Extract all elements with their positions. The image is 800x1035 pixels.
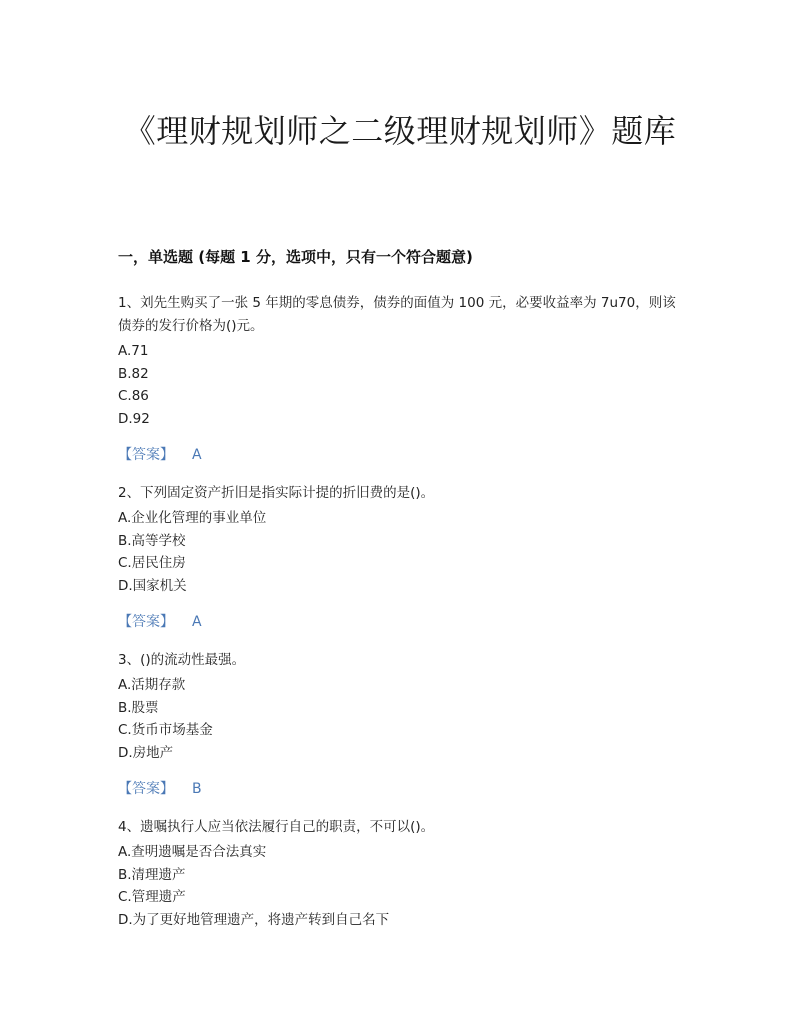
- option-c: C.86: [118, 388, 149, 404]
- option-d: D.为了更好地管理遗产，将遗产转到自己名下: [118, 911, 390, 928]
- option-d: D.国家机关: [118, 577, 187, 594]
- option-b: B.股票: [118, 699, 159, 716]
- answer-tag: 【答案】: [118, 614, 174, 630]
- option-d: D.92: [118, 410, 150, 427]
- answer-line: [118, 611, 683, 633]
- answer-tag: 【答案】: [118, 447, 174, 463]
- question-stem: 3、()的流动性最强。: [118, 652, 246, 668]
- option-c: C.居民住房: [118, 555, 186, 571]
- question-4: [118, 816, 683, 931]
- document-title: 《理财规划师之二级理财规划师》题库: [123, 112, 677, 150]
- question-stem: 4、遗嘱执行人应当依法履行自己的职责，不可以()。: [118, 819, 435, 835]
- question-stem: 2、下列固定资产折旧是指实际计提的折旧费的是()。: [118, 485, 435, 501]
- option-a: A.企业化管理的事业单位: [118, 510, 267, 526]
- option-b: B.高等学校: [118, 532, 186, 549]
- option-b: B.清理遗产: [118, 866, 186, 883]
- option-a: A.71: [118, 343, 149, 359]
- question-3: [118, 649, 683, 800]
- answer-line: [118, 778, 683, 800]
- answer-line: [118, 444, 683, 466]
- section-heading: 一，单选题 (每题 1 分，选项中，只有一个符合题意): [118, 248, 473, 266]
- question-list: [118, 292, 683, 940]
- question-stem: 1、刘先生购买了一张 5 年期的零息债券，债券的面值为 100 元，必要收益率为 7u70，则该债券的发行价格为()元。: [118, 295, 676, 334]
- option-c: C.管理遗产: [118, 889, 186, 905]
- question-1: [118, 292, 683, 466]
- answer-value: B: [192, 781, 202, 797]
- answer-tag: 【答案】: [118, 781, 174, 797]
- option-a: A.查明遗嘱是否合法真实: [118, 844, 267, 860]
- answer-value: A: [192, 614, 202, 630]
- answer-value: A: [192, 447, 202, 463]
- option-a: A.活期存款: [118, 677, 186, 693]
- question-2: [118, 482, 683, 633]
- option-b: B.82: [118, 365, 149, 382]
- option-d: D.房地产: [118, 744, 174, 761]
- option-c: C.货币市场基金: [118, 722, 213, 738]
